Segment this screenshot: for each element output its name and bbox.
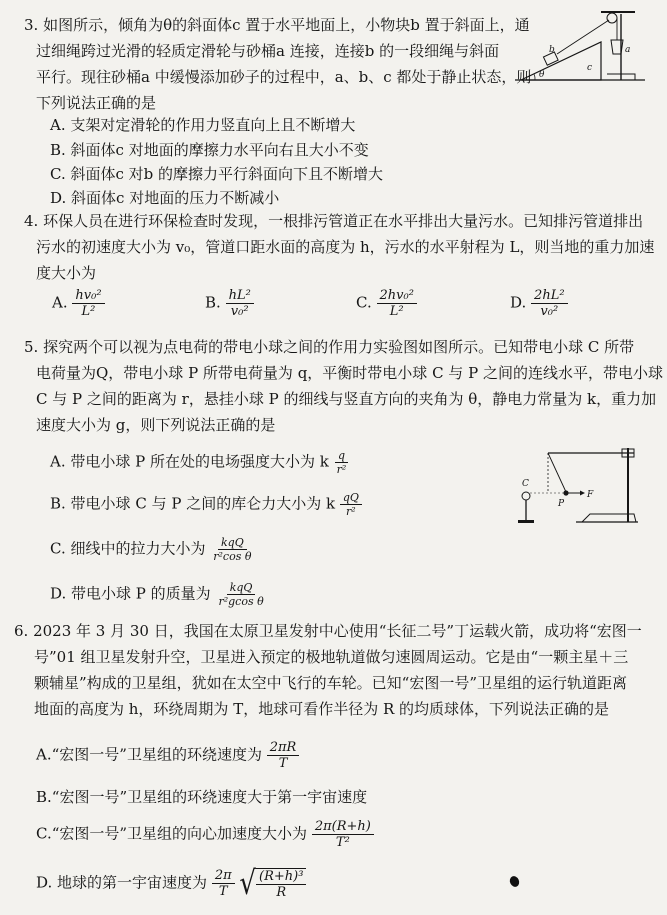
q5-option-d: [50, 582, 267, 607]
numerator: 2πR: [267, 741, 300, 756]
fraction: [267, 741, 300, 770]
figure-label-P: P: [558, 499, 565, 509]
denominator: r²gcos θ: [218, 595, 264, 608]
numerator: kqQ: [227, 582, 256, 595]
q6-option-b: B.“宏图一号”卫星组的环绕速度大于第一宇宙速度: [36, 788, 368, 806]
q5-option-text: A. 带电小球 P 所在处的电场强度大小为 k: [50, 452, 329, 471]
fraction: [334, 450, 350, 475]
q4-option-d: [510, 289, 568, 318]
fraction: [340, 492, 362, 517]
fraction: [256, 870, 306, 899]
figure-label-a: a: [625, 45, 631, 55]
q3-option-d: D. 斜面体c 对地面的压力不断减小: [50, 189, 280, 207]
q5-stem-line: 电荷量为Q，带电小球 P 所带电荷量为 q，平衡时带电小球 C 与 P 之间的连线水平，带电小球: [36, 364, 663, 382]
q5-option-text: C. 细线中的拉力大小为: [50, 539, 206, 558]
q6-option-c: [36, 820, 374, 849]
q5-option-text: D. 带电小球 P 的质量为: [50, 584, 211, 603]
q3-option-c: C. 斜面体c 对b 的摩擦力平行斜面向下且不断增大: [50, 165, 384, 183]
ink-blot: [508, 875, 521, 889]
q5-stem-line: C 与 P 之间的距离为 r，悬挂小球 P 的细线与竖直方向的夹角为 θ，静电力常量为 k，重力加: [36, 390, 657, 408]
denominator: R: [276, 885, 287, 900]
q4-option-label: D.: [510, 293, 527, 312]
q3-option-b: B. 斜面体c 对地面的摩擦力水平向右且大小不变: [50, 141, 369, 159]
q5-option-b: [50, 492, 362, 517]
fraction: [377, 289, 417, 318]
q3-stem-line: 3. 如图所示，倾角为θ的斜面体c 置于水平地面上，小物块b 置于斜面上，通: [24, 16, 530, 34]
numerator: kqQ: [218, 537, 247, 550]
q4-stem-line: 污水的初速度大小为 v₀，管道口距水面的高度为 h，污水的水平射程为 L，则当地的重力加速: [36, 238, 655, 256]
q6-option-d: [36, 864, 306, 903]
q3-stem-line: 平行。现往砂桶a 中缓慢添加砂子的过程中，a、b、c 都处于静止状态，则: [36, 68, 532, 86]
q4-option-a: [52, 289, 105, 318]
denominator: r²: [336, 463, 347, 476]
denominator: v₀²: [540, 304, 559, 319]
q5-option-a: [50, 450, 349, 475]
numerator: hL²: [226, 289, 254, 304]
q4-stem-line: 度大小为: [36, 264, 97, 282]
numerator: 2hv₀²: [377, 289, 417, 304]
denominator: T: [278, 756, 288, 771]
q6-stem-line: 颗辅星”构成的卫星组，犹如在太空中飞行的车轮。已知“宏图一号”卫星组的运行轨道距离: [34, 674, 628, 692]
q5-stem-line: 速度大小为 g，则下列说法正确的是: [36, 416, 276, 434]
figure-label-b: b: [549, 45, 555, 55]
numerator: q: [335, 450, 348, 463]
fraction: [210, 537, 254, 562]
square-root: [239, 864, 306, 903]
q4-option-label: B.: [205, 293, 221, 312]
denominator: r²: [346, 505, 356, 518]
figure-label-c: c: [587, 63, 593, 73]
fraction: [531, 289, 568, 318]
q6-option-text: C.“宏图一号”卫星组的向心加速度大小为: [36, 824, 308, 843]
figure-label-F: F: [587, 490, 594, 500]
figure-label-C: C: [522, 479, 529, 489]
q3-stem-line: 下列说法正确的是: [36, 94, 157, 112]
figure-label-theta: θ: [539, 70, 545, 80]
denominator: L²: [389, 304, 404, 319]
numerator: hv₀²: [72, 289, 104, 304]
fraction: [215, 582, 266, 607]
q4-option-c: [356, 289, 417, 318]
q6-option-text: D. 地球的第一宇宙速度为: [36, 873, 208, 892]
q4-option-label: C.: [356, 293, 372, 312]
q5-option-text: B. 带电小球 C 与 P 之间的库仑力大小为 k: [50, 494, 336, 513]
radical-sign: √: [239, 864, 256, 903]
numerator: (R+h)³: [256, 870, 306, 885]
q3-stem-line: 过细绳跨过光滑的轻质定滑轮与砂桶a 连接，连接b 的一段细绳与斜面: [36, 42, 500, 60]
q6-stem-line: 号”01 组卫星发射升空，卫星进入预定的极地轨道做匀速圆周运动。它是由“一颗主星＋三: [34, 648, 629, 666]
q5-option-c: [50, 537, 254, 562]
q5-stem-line: 5. 探究两个可以视为点电荷的带电小球之间的作用力实验图如图所示。已知带电小球 C 所带: [24, 338, 635, 356]
numerator: 2hL²: [531, 289, 568, 304]
denominator: r²cos θ: [213, 550, 252, 563]
numerator: qQ: [340, 492, 362, 505]
q6-option-a: [36, 741, 299, 770]
denominator: T²: [335, 835, 350, 850]
denominator: v₀²: [230, 304, 249, 319]
q4-stem-line: 4. 环保人员在进行环保检查时发现，一根排污管道正在水平排出大量污水。已知排污管道排出: [24, 212, 644, 230]
fraction: [312, 820, 374, 849]
q4-option-b: [205, 289, 254, 318]
q4-option-label: A.: [52, 293, 68, 312]
fraction: [212, 869, 235, 898]
numerator: 2π: [212, 869, 235, 884]
q6-stem-line: 地面的高度为 h，环绕周期为 T，地球可看作半径为 R 的均质球体，下列说法正确的是: [34, 700, 610, 718]
fraction: [226, 289, 254, 318]
q6-stem-line: 6. 2023 年 3 月 30 日，我国在太原卫星发射中心使用“长征二号”丁运载火箭，成功将“宏图一: [14, 622, 642, 640]
q3-incline-pulley-figure: [505, 4, 655, 88]
q3-option-a: A. 支架对定滑轮的作用力竖直向上且不断增大: [50, 116, 356, 134]
q6-option-text: A.“宏图一号”卫星组的环绕速度为: [36, 745, 262, 764]
numerator: 2π(R+h): [312, 820, 374, 835]
denominator: T: [218, 884, 228, 899]
denominator: L²: [81, 304, 96, 319]
fraction: [72, 289, 104, 318]
q5-charged-ball-apparatus-figure: [512, 440, 642, 532]
radicand: [256, 868, 306, 899]
